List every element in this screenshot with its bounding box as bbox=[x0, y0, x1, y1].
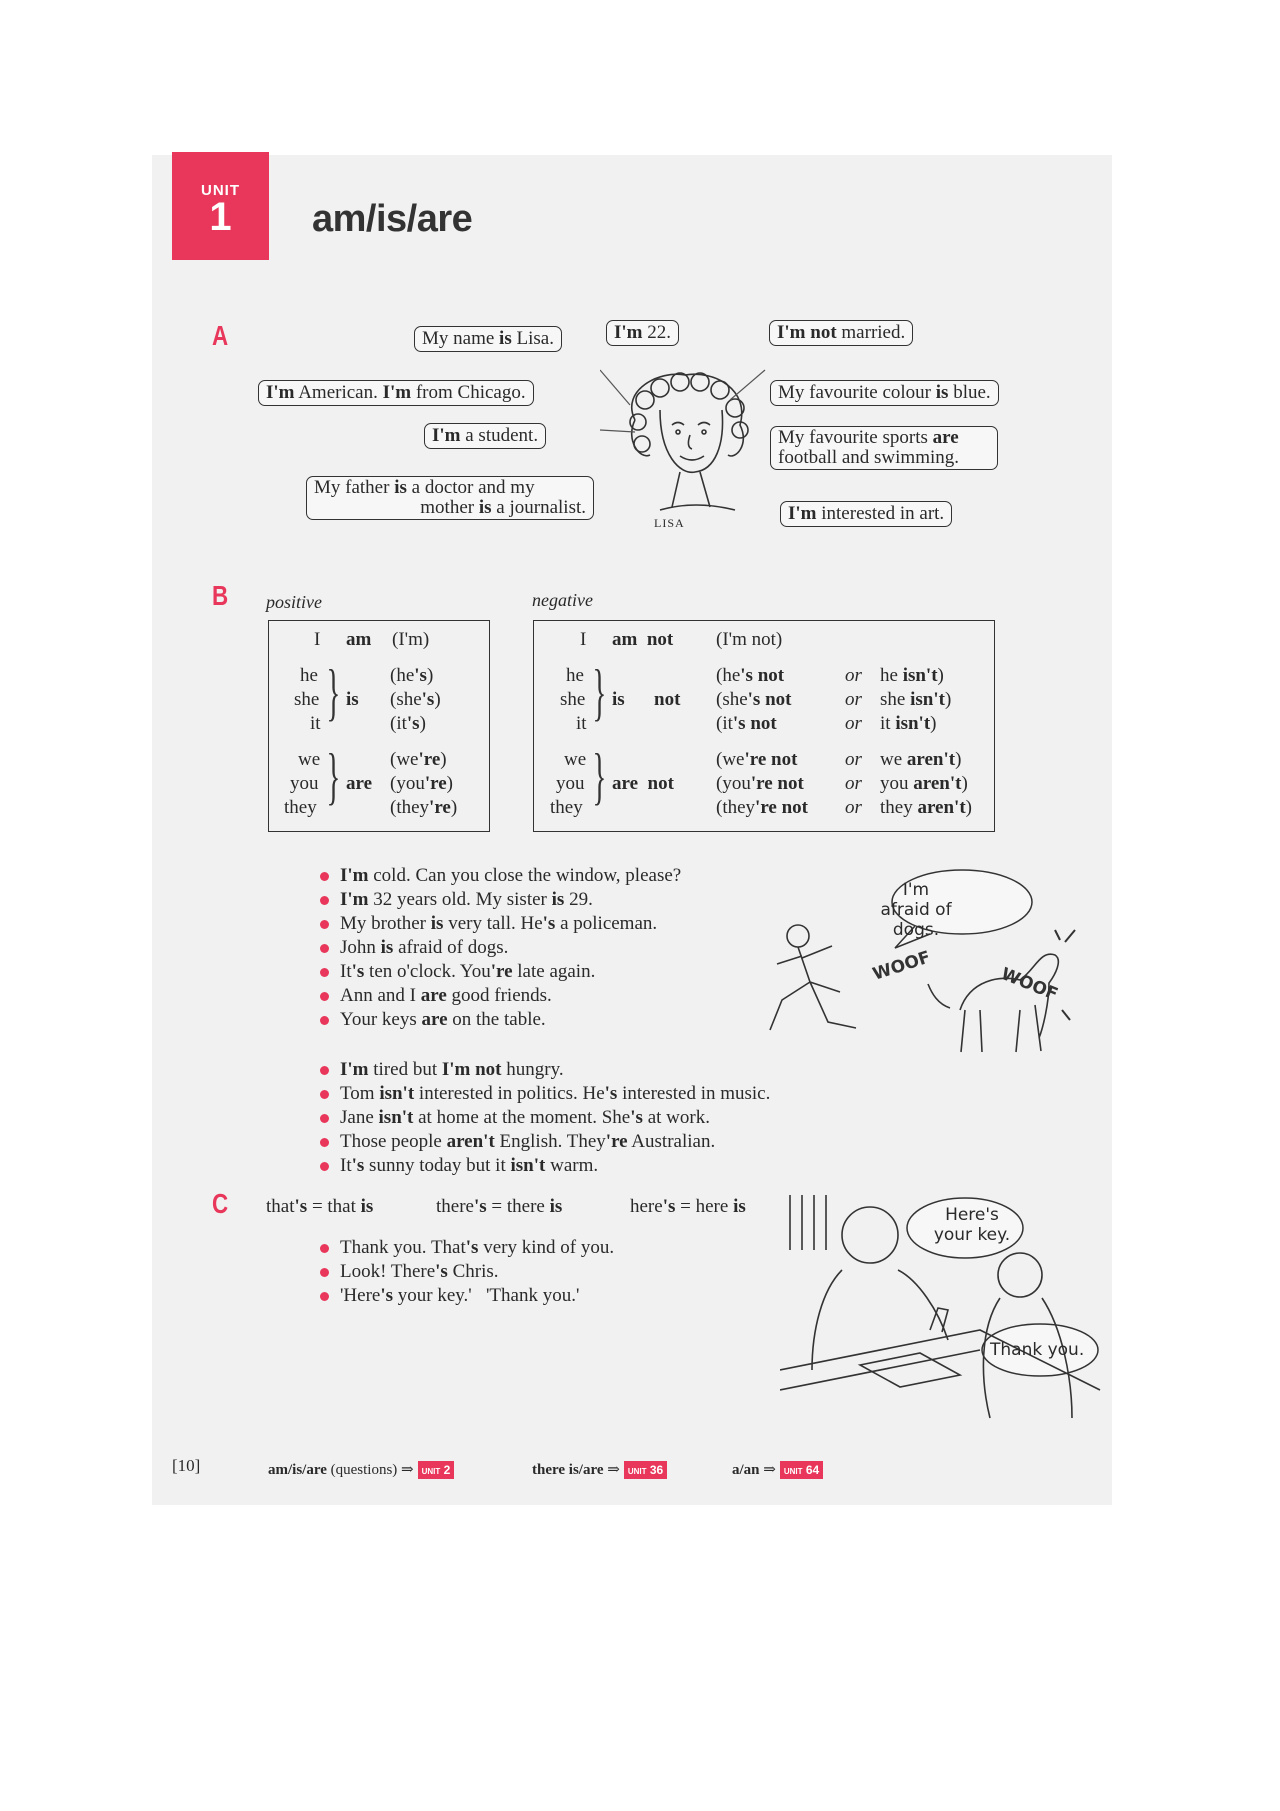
neg-im-not: (I'm not) bbox=[716, 629, 783, 650]
bubble-american: I'm American. I'm from Chicago. bbox=[258, 380, 534, 406]
pos-youre: (you're) bbox=[390, 773, 453, 794]
examples-list-c bbox=[318, 1236, 614, 1308]
section-letter-a: A bbox=[212, 320, 229, 351]
neg-or: or bbox=[845, 749, 862, 770]
pos-i: I bbox=[314, 629, 321, 650]
unit-badge bbox=[172, 152, 269, 260]
bubble-sports: My favourite sports are football and swimming. bbox=[770, 426, 998, 470]
neg-he-isnt: he isn't) bbox=[880, 665, 944, 686]
neg-not: not bbox=[654, 689, 681, 710]
pos-theyre: (they're) bbox=[390, 797, 458, 818]
neg-she: she bbox=[560, 689, 586, 710]
key-speech: Here's your key. bbox=[933, 1205, 1011, 1245]
section-letter-b: B bbox=[212, 580, 229, 611]
bubble-age: I'm 22. bbox=[606, 320, 679, 346]
brace: } bbox=[592, 740, 607, 811]
pos-shes: (she's) bbox=[390, 689, 441, 710]
bubble-father: My father is a doctor and my mother is a journalist. bbox=[306, 476, 594, 520]
list-item: Your keys are on the table. bbox=[318, 1008, 681, 1032]
neg-you-arent: you aren't) bbox=[880, 773, 968, 794]
unit-ref-tag: UNIT 36 bbox=[624, 1461, 667, 1479]
pos-you: you bbox=[290, 773, 319, 794]
pos-am: am bbox=[346, 629, 372, 650]
dogs-speech: I'm afraid of dogs. bbox=[880, 880, 952, 940]
neg-they: they bbox=[550, 797, 583, 818]
list-item: It's sunny today but it isn't warm. bbox=[318, 1154, 770, 1178]
neg-am-not: am not bbox=[612, 629, 674, 650]
list-item: Thank you. That's very kind of you. bbox=[318, 1236, 614, 1260]
neg-he: he bbox=[566, 665, 584, 686]
bubble-married: I'm not married. bbox=[769, 320, 913, 346]
list-item: Tom isn't interested in politics. He's interested in music. bbox=[318, 1082, 770, 1106]
unit-label: UNIT bbox=[201, 182, 240, 199]
svg-text:WOOF: WOOF bbox=[870, 947, 933, 985]
contraction-theres: there's = there is bbox=[436, 1196, 563, 1217]
neg-its-not: (it's not bbox=[716, 713, 777, 734]
neg-it-isnt: it isn't) bbox=[880, 713, 937, 734]
list-item: Look! There's Chris. bbox=[318, 1260, 614, 1284]
examples-list-1 bbox=[318, 864, 681, 1032]
lisa-illustration bbox=[600, 360, 770, 520]
bubble-name: My name is Lisa. bbox=[414, 326, 562, 352]
list-item: I'm cold. Can you close the window, please? bbox=[318, 864, 681, 888]
list-item: I'm tired but I'm not hungry. bbox=[318, 1058, 770, 1082]
neg-or: or bbox=[845, 713, 862, 734]
pos-its: (it's) bbox=[390, 713, 426, 734]
brace: } bbox=[326, 656, 341, 727]
neg-were-not: (we're not bbox=[716, 749, 798, 770]
neg-or: or bbox=[845, 797, 862, 818]
neg-or: or bbox=[845, 689, 862, 710]
neg-theyre-not: (they're not bbox=[716, 797, 808, 818]
neg-or: or bbox=[845, 773, 862, 794]
svg-text:WOOF: WOOF bbox=[998, 964, 1061, 1005]
list-item: Ann and I are good friends. bbox=[318, 984, 681, 1008]
list-item: It's ten o'clock. You're late again. bbox=[318, 960, 681, 984]
neg-we: we bbox=[564, 749, 587, 770]
page-title: am/is/are bbox=[312, 198, 473, 240]
list-item: Those people aren't English. They're Australian. bbox=[318, 1130, 770, 1154]
neg-is: is bbox=[612, 689, 625, 710]
examples-list-2 bbox=[318, 1058, 770, 1178]
pos-it: it bbox=[310, 713, 321, 734]
negative-label: negative bbox=[532, 590, 593, 610]
unit-ref-tag: UNIT 2 bbox=[418, 1461, 455, 1479]
bubble-art: I'm interested in art. bbox=[780, 501, 952, 527]
neg-are-not: are not bbox=[612, 773, 674, 794]
neg-you: you bbox=[556, 773, 585, 794]
thanks-speech: Thank you. bbox=[990, 1340, 1085, 1360]
pos-im: (I'm) bbox=[392, 629, 430, 650]
pos-he: he bbox=[300, 665, 318, 686]
neg-they-arent: they aren't) bbox=[880, 797, 972, 818]
unit-number: 1 bbox=[209, 195, 232, 239]
pos-we: we bbox=[298, 749, 321, 770]
footer-link-there-is[interactable]: there is/are ⇒ UNIT 36 bbox=[532, 1460, 667, 1479]
pos-are: are bbox=[346, 773, 373, 794]
positive-label: positive bbox=[266, 592, 322, 612]
footer-link-a-an[interactable]: a/an ⇒ UNIT 64 bbox=[732, 1460, 823, 1479]
neg-or: or bbox=[845, 665, 862, 686]
brace: } bbox=[592, 656, 607, 727]
neg-she-isnt: she isn't) bbox=[880, 689, 952, 710]
neg-we-arent: we aren't) bbox=[880, 749, 962, 770]
contraction-heres: here's = here is bbox=[630, 1196, 746, 1217]
neg-it: it bbox=[576, 713, 587, 734]
list-item: I'm 32 years old. My sister is 29. bbox=[318, 888, 681, 912]
neg-i: I bbox=[580, 629, 587, 650]
bubble-student: I'm a student. bbox=[424, 423, 546, 449]
list-item: My brother is very tall. He's a policeman. bbox=[318, 912, 681, 936]
pos-hes: (he's) bbox=[390, 665, 434, 686]
list-item: John is afraid of dogs. bbox=[318, 936, 681, 960]
bubble-colour: My favourite colour is blue. bbox=[770, 380, 999, 406]
pos-were: (we're) bbox=[390, 749, 447, 770]
neg-hes-not: (he's not bbox=[716, 665, 785, 686]
pos-she: she bbox=[294, 689, 320, 710]
section-letter-c: C bbox=[212, 1188, 229, 1219]
list-item: Jane isn't at home at the moment. She's at work. bbox=[318, 1106, 770, 1130]
contraction-thats: that's = that is bbox=[266, 1196, 374, 1217]
lisa-label: LISA bbox=[654, 516, 685, 530]
footer-link-questions[interactable]: am/is/are (questions) ⇒ UNIT 2 bbox=[268, 1460, 454, 1479]
pos-is: is bbox=[346, 689, 359, 710]
list-item: 'Here's your key.' 'Thank you.' bbox=[318, 1284, 614, 1308]
pos-they: they bbox=[284, 797, 317, 818]
neg-shes-not: (she's not bbox=[716, 689, 792, 710]
brace: } bbox=[326, 740, 341, 811]
neg-youre-not: (you're not bbox=[716, 773, 804, 794]
unit-ref-tag: UNIT 64 bbox=[780, 1461, 823, 1479]
page-number: [10] bbox=[172, 1456, 201, 1475]
